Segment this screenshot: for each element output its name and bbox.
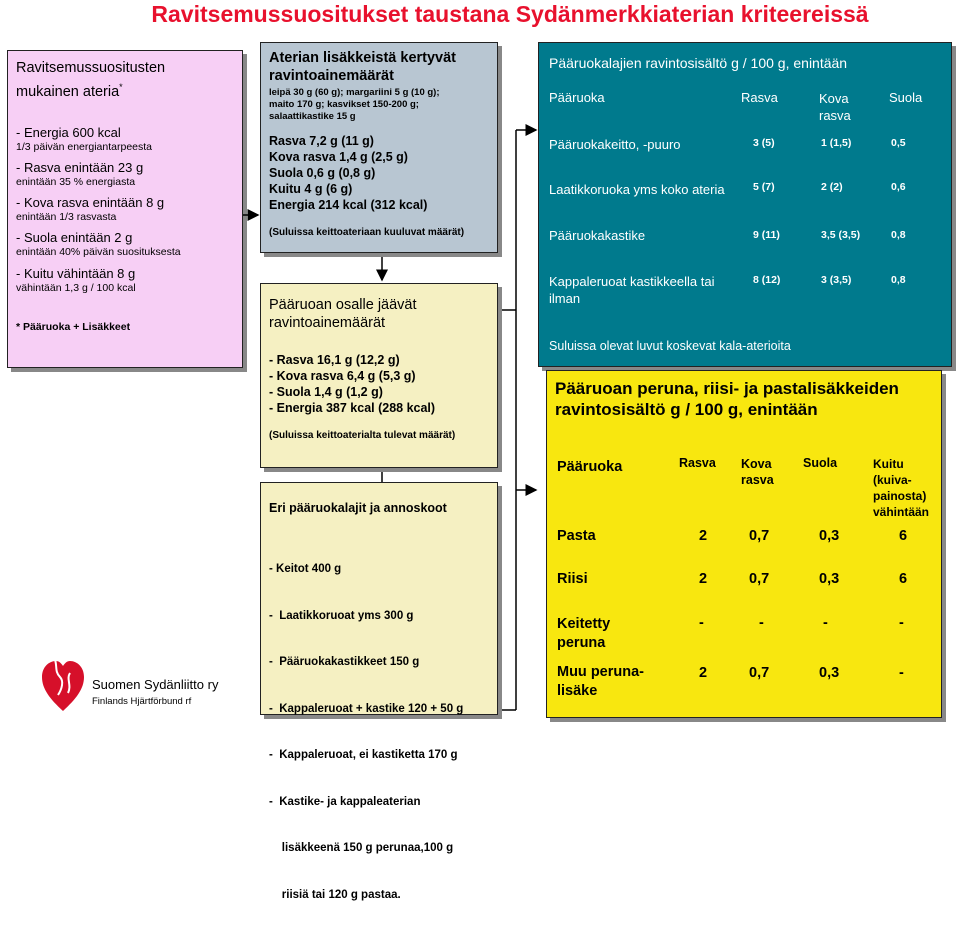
item-sub: enintään 35 % energiasta xyxy=(16,175,136,188)
value-line: - Kova rasva 6,4 g (5,3 g) xyxy=(269,369,416,383)
value-line: Rasva 7,2 g (11 g) xyxy=(269,134,374,148)
item-sub: 1/3 päivän energiantarpeesta xyxy=(16,140,153,153)
portion-sizes-box xyxy=(260,482,498,901)
table-cell: 0,3 xyxy=(819,571,840,587)
item-main: - Kova rasva enintään 8 g xyxy=(16,194,165,210)
side-dish-line: salaattikastike 15 g xyxy=(269,111,356,122)
table-cell: - xyxy=(699,615,704,631)
logo-text-fi: Suomen Sydänliitto ry xyxy=(92,677,219,692)
remaining-note: (Suluissa keittoaterialta tulevat määrät) xyxy=(269,430,456,441)
table-cell: - xyxy=(759,615,764,631)
remaining-heading xyxy=(269,296,489,332)
heart-association-logo xyxy=(40,655,230,715)
portion-list xyxy=(269,531,489,934)
portion-item: - Keitot 400 g xyxy=(269,563,342,575)
page-title: Ravitsemussuositukset taustana Sydänmerkkiaterian kriteereissä xyxy=(151,1,869,27)
item-main: - Rasva enintään 23 g xyxy=(16,159,144,175)
portion-item: - Laatikkoruoat yms 300 g xyxy=(269,609,414,622)
table-cell: 1 (1,5) xyxy=(821,137,852,149)
portion-item: lisäkkeenä 150 g perunaa,100 g xyxy=(269,842,454,854)
table-row-name: Laatikkoruoka yms koko ateria xyxy=(549,182,725,197)
item-main: - Energia 600 kcal xyxy=(16,124,121,140)
side-dish-note: (Suluissa keittoateriaan kuuluvat määrät) xyxy=(269,227,465,238)
logo-text-sv: Finlands Hjärtförbund rf xyxy=(92,696,192,707)
table-cell: 0,7 xyxy=(749,571,770,587)
col-header: Kova rasva xyxy=(741,457,774,487)
recommendation-heading-line2: mukainen ateria xyxy=(16,83,120,100)
heading-star: * xyxy=(119,82,123,92)
table-row-name: Pääruokakeitto, -puuro xyxy=(549,137,681,152)
table-cell: 0,8 xyxy=(891,274,906,286)
portion-item: - Kappaleruoat + kastike 120 + 50 g xyxy=(269,702,464,715)
table-cell: 0,7 xyxy=(749,528,770,544)
table-cell: 6 xyxy=(899,571,908,587)
portion-item: - Kastike- ja kappaleaterian xyxy=(269,795,421,808)
table-cell: 0,3 xyxy=(819,665,840,681)
portion-item: riisiä tai 120 g pastaa. xyxy=(269,888,401,901)
heart-logo-icon xyxy=(40,655,86,713)
table-cell: 3 (5) xyxy=(753,137,775,149)
value-line: Kuitu 4 g (6 g) xyxy=(269,182,353,196)
side-dish-values xyxy=(269,133,489,213)
item-main: - Kuitu vähintään 8 g xyxy=(16,265,136,281)
remaining-heading-line1: Pääruoan osalle jäävät xyxy=(269,297,417,313)
table-cell: 8 (12) xyxy=(753,274,781,286)
table-cell: 0,6 xyxy=(891,181,906,193)
col-header: Kuitu (kuiva-painosta) vähintään xyxy=(873,457,930,519)
table-row-name: Muu peruna-lisäke xyxy=(557,664,644,699)
fish-note: Suluissa olevat luvut koskevat kala-aterioita xyxy=(549,339,791,353)
portion-heading: Eri pääruokalajit ja annoskoot xyxy=(269,501,447,515)
table-row-name: Pääruokakastike xyxy=(549,228,646,243)
staples-heading: Pääruoan peruna, riisi- ja pastalisäkkeiden ravintosisältö g / 100 g, enintään xyxy=(555,379,899,419)
remaining-values xyxy=(269,352,489,416)
value-line: Energia 214 kcal (312 kcal) xyxy=(269,198,428,212)
side-dish-nutrients-box xyxy=(260,42,498,253)
side-dish-heading-line1: Aterian lisäkkeistä kertyvät xyxy=(269,50,456,66)
table-cell: 3,5 (3,5) xyxy=(821,229,861,241)
side-dish-list xyxy=(269,87,489,123)
table-cell: 9 (11) xyxy=(753,229,780,241)
table-cell: - xyxy=(823,615,828,631)
value-line: - Rasva 16,1 g (12,2 g) xyxy=(269,353,400,367)
table-cell: 0,7 xyxy=(749,665,770,681)
value-line: Kova rasva 1,4 g (2,5 g) xyxy=(269,150,408,164)
main-dish-nutrients-box xyxy=(538,42,952,367)
value-line: - Energia 387 kcal (288 kcal) xyxy=(269,401,436,415)
table-cell: 3 (3,5) xyxy=(821,274,852,286)
recommendation-heading-line1: Ravitsemussuositusten xyxy=(16,60,166,76)
table-cell: 2 (2) xyxy=(821,181,843,193)
footnote: * Pääruoka + Lisäkkeet xyxy=(16,320,131,333)
col-header: Suola xyxy=(889,90,923,105)
table-cell: - xyxy=(899,615,904,631)
table-row-name: Riisi xyxy=(557,571,588,587)
col-header: Kova rasva xyxy=(819,91,851,123)
table-cell: - xyxy=(899,665,904,681)
remaining-heading-line2: ravintoainemäärät xyxy=(269,315,386,331)
table-row-name: Kappaleruoat kastikkeella tai ilman xyxy=(549,274,715,306)
col-header: Pääruoka xyxy=(549,90,605,105)
side-dish-heading xyxy=(269,49,489,85)
portion-item: - Kappaleruoat, ei kastiketta 170 g xyxy=(269,749,458,761)
item-main: - Suola enintään 2 g xyxy=(16,229,133,245)
side-dish-line: maito 170 g; kasvikset 150-200 g; xyxy=(269,99,419,110)
side-dish-line: leipä 30 g (60 g); margariini 5 g (10 g); xyxy=(269,87,440,98)
value-line: Suola 0,6 g (0,8 g) xyxy=(269,166,376,180)
item-sub: enintään 40% päivän suosituksesta xyxy=(16,245,181,258)
table-cell: 0,5 xyxy=(891,137,906,149)
table-cell: 0,3 xyxy=(819,528,840,544)
table-row-name: Keitetty peruna xyxy=(557,616,611,651)
col-header: Rasva xyxy=(741,90,778,105)
item-sub: vähintään 1,3 g / 100 kcal xyxy=(16,281,136,294)
table-cell: 5 (7) xyxy=(753,181,775,193)
table-cell: 0,8 xyxy=(891,229,906,241)
table-cell: 2 xyxy=(699,528,708,544)
item-sub: enintään 1/3 rasvasta xyxy=(16,210,117,223)
col-header: Pääruoka xyxy=(557,459,623,475)
side-dish-heading-line2: ravintoainemäärät xyxy=(269,68,394,84)
portion-item: - Pääruokakastikkeet 150 g xyxy=(269,656,420,668)
value-line: - Suola 1,4 g (1,2 g) xyxy=(269,385,383,399)
table-row-name: Pasta xyxy=(557,528,596,544)
table-cell: 2 xyxy=(699,665,708,681)
table-cell: 2 xyxy=(699,571,708,587)
col-header: Rasva xyxy=(679,456,716,470)
col-header: Suola xyxy=(803,456,838,470)
main-dish-remaining-box xyxy=(260,283,498,468)
table-cell: 6 xyxy=(899,528,908,544)
side-staples-box xyxy=(546,370,942,718)
main-dish-table-heading: Pääruokalajien ravintosisältö g / 100 g, enintään xyxy=(549,55,848,71)
